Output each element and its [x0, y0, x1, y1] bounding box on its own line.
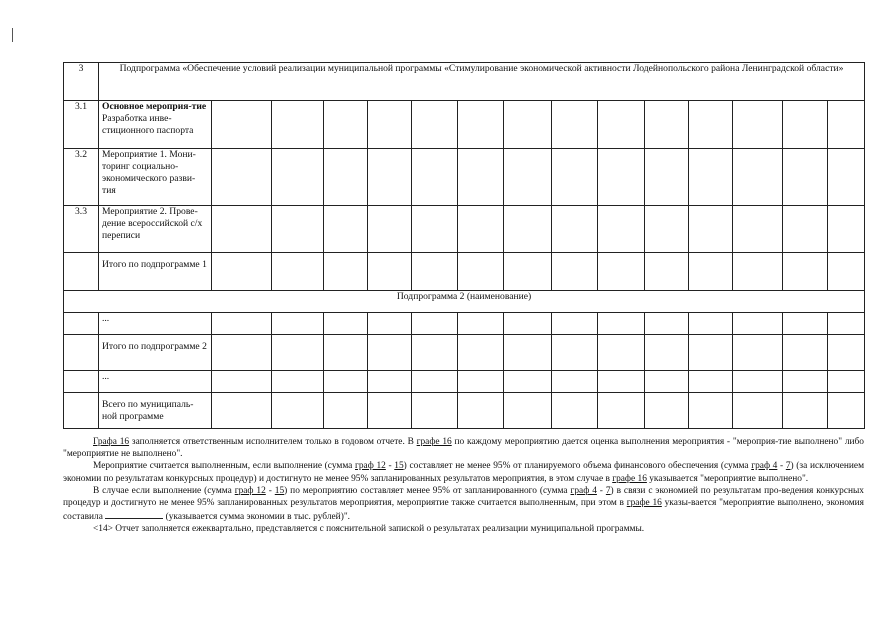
note-text: ) составляет не менее 95% от планируемого объема финансового обеспечения (сумма [403, 461, 752, 472]
note-text: по каждому мероприятию дается оценка выполнения мероприятия - "мероприя-тие выполнено" либо "мероприятие не выполнено". [63, 437, 864, 460]
link-column-15[interactable]: 15 [394, 461, 404, 472]
empty-cell [368, 393, 412, 429]
empty-cell [828, 253, 865, 291]
empty-cell [598, 371, 645, 393]
empty-cell [504, 253, 552, 291]
table-row [64, 371, 865, 393]
empty-cell [689, 335, 733, 371]
row-number: 3.2 [64, 149, 99, 206]
table-row [64, 313, 865, 335]
empty-cell [324, 101, 368, 149]
empty-cell [783, 335, 828, 371]
note-text: заполняется ответственным исполнителем только в годовом отчете. В [129, 437, 417, 447]
empty-cell [324, 393, 368, 429]
empty-cell [645, 335, 689, 371]
empty-cell [412, 371, 458, 393]
link-column-16[interactable]: графе 16 [626, 498, 662, 509]
note-text: В случае если выполнение (сумма [93, 485, 235, 496]
savings-blank [105, 509, 163, 519]
empty-cell [645, 253, 689, 291]
empty-cell [689, 313, 733, 335]
empty-cell [783, 313, 828, 335]
empty-cell [458, 393, 504, 429]
empty-cell [458, 371, 504, 393]
row-number: 3.1 [64, 101, 99, 149]
note-text: - [265, 485, 275, 496]
link-column-15[interactable]: 15 [274, 485, 285, 496]
empty-cell [458, 149, 504, 206]
empty-cell [598, 335, 645, 371]
empty-cell [412, 313, 458, 335]
note-text: - [596, 485, 606, 496]
link-column-4[interactable]: граф 4 [751, 461, 778, 472]
subprogram-2-title: Подпрограмма 2 (наименование) [64, 291, 865, 313]
empty-cell [689, 371, 733, 393]
empty-cell [733, 206, 783, 253]
empty-cell [212, 149, 272, 206]
empty-cell [458, 101, 504, 149]
empty-cell [552, 101, 598, 149]
row-number [64, 371, 99, 393]
empty-cell [324, 149, 368, 206]
note-text: ) по мероприятию составляет менее 95% от запланированного (сумма [284, 485, 571, 496]
empty-cell [828, 335, 865, 371]
empty-cell [272, 371, 324, 393]
empty-cell [783, 101, 828, 149]
empty-cell [272, 313, 324, 335]
empty-cell [828, 101, 865, 149]
empty-cell [598, 149, 645, 206]
empty-cell [368, 253, 412, 291]
note-text: (указывается сумма экономии в тыс. рублей)". [163, 512, 350, 523]
empty-cell [212, 253, 272, 291]
empty-cell [212, 335, 272, 371]
note-text: ) (за исключением экономии по результатам конкурсных процедур) и достигнуто не менее 95% запланированных результатов мероприятия, в этом случае в [63, 461, 865, 484]
note-quarterly-report: <14> Отчет заполняется ежеквартально, представляется с пояснительной запиской о результатах реализации муниципальной программы. [93, 524, 645, 535]
report-table [63, 62, 865, 429]
row-number [64, 335, 99, 371]
empty-cell [783, 253, 828, 291]
link-column-16[interactable]: Графа 16 [93, 437, 130, 447]
empty-cell [412, 393, 458, 429]
note-savings-case [63, 485, 864, 524]
row-number: 3.3 [64, 206, 99, 253]
row-name-rest: Разработка инве-стиционного паспорта [102, 113, 194, 136]
empty-cell [412, 101, 458, 149]
empty-cell [598, 101, 645, 149]
empty-cell [324, 313, 368, 335]
link-column-16[interactable]: графе 16 [612, 473, 647, 484]
table-row [64, 63, 865, 101]
empty-cell [272, 206, 324, 253]
row-name-bold: Основное мероприя-тие [102, 101, 207, 112]
empty-cell [689, 149, 733, 206]
empty-cell [504, 313, 552, 335]
empty-cell [783, 371, 828, 393]
note-text: указывается "мероприятие выполнено". [646, 473, 809, 484]
empty-cell [689, 101, 733, 149]
empty-cell [324, 206, 368, 253]
link-column-12[interactable]: граф 12 [234, 485, 266, 496]
empty-cell [368, 101, 412, 149]
empty-cell [412, 335, 458, 371]
row-name: Итого по подпрограмме 1 [99, 253, 212, 291]
note-text: указы-вается "мероприятие выполнено, экономия составила [63, 498, 864, 523]
empty-cell [368, 313, 412, 335]
empty-cell [458, 206, 504, 253]
row-name: Мероприятие 1. Мони-торинг социально-экономического разви-тия [99, 149, 212, 206]
row-name: ... [99, 313, 212, 335]
empty-cell [368, 335, 412, 371]
subprogram-title: Подпрограмма «Обеспечение условий реализации муниципальной программы «Стимулирование экономической активности Лодейнопольского района Ленинградской области» [99, 63, 865, 101]
empty-cell [645, 313, 689, 335]
empty-cell [212, 313, 272, 335]
empty-cell [733, 371, 783, 393]
note-text: - [385, 461, 395, 472]
link-column-4[interactable]: граф 4 [570, 485, 597, 496]
table-row [64, 291, 865, 313]
empty-cell [324, 371, 368, 393]
empty-cell [689, 206, 733, 253]
empty-cell [212, 371, 272, 393]
empty-cell [272, 393, 324, 429]
table-row [64, 335, 865, 371]
empty-cell [368, 149, 412, 206]
note-text: - [777, 461, 786, 472]
empty-cell [458, 313, 504, 335]
empty-cell [783, 393, 828, 429]
empty-cell [368, 206, 412, 253]
link-column-7[interactable]: 7 [785, 461, 791, 472]
empty-cell [689, 253, 733, 291]
empty-cell [458, 253, 504, 291]
empty-cell [552, 206, 598, 253]
empty-cell [412, 253, 458, 291]
empty-cell [645, 393, 689, 429]
table-row [64, 253, 865, 291]
empty-cell [504, 101, 552, 149]
empty-cell [828, 371, 865, 393]
empty-cell [733, 101, 783, 149]
row-name [99, 101, 212, 149]
empty-cell [272, 101, 324, 149]
empty-cell [212, 206, 272, 253]
empty-cell [598, 206, 645, 253]
empty-cell [828, 149, 865, 206]
link-column-12[interactable]: граф 12 [355, 461, 386, 472]
empty-cell [598, 393, 645, 429]
scan-artifact-line [12, 28, 13, 42]
empty-cell [733, 393, 783, 429]
empty-cell [552, 393, 598, 429]
empty-cell [828, 393, 865, 429]
empty-cell [212, 393, 272, 429]
empty-cell [412, 149, 458, 206]
empty-cell [552, 149, 598, 206]
row-name: Мероприятие 2. Прове-дение всероссийской с/х переписи [99, 206, 212, 253]
empty-cell [504, 371, 552, 393]
link-column-16[interactable]: графе 16 [416, 437, 452, 447]
empty-cell [504, 393, 552, 429]
empty-cell [458, 335, 504, 371]
empty-cell [324, 335, 368, 371]
empty-cell [272, 335, 324, 371]
row-number [64, 313, 99, 335]
row-name: Итого по подпрограмме 2 [99, 335, 212, 371]
empty-cell [733, 335, 783, 371]
empty-cell [733, 313, 783, 335]
link-column-7[interactable]: 7 [605, 485, 611, 496]
table-row [64, 393, 865, 429]
empty-cell [645, 149, 689, 206]
note-completed-criteria [63, 460, 864, 484]
empty-cell [689, 393, 733, 429]
row-number [64, 393, 99, 429]
row-name: ... [99, 371, 212, 393]
table-row [64, 101, 865, 149]
note-text: Мероприятие считается выполненным, если выполнение (сумма [93, 461, 356, 472]
row-number [64, 253, 99, 291]
note-text: ) в связи с экономией по результатам про-ведения конкурсных процедур и достигнуто не менее 95% запланированных результатов мероприятия, мероприятие также считается выполненным, при этом в [63, 485, 864, 509]
empty-cell [828, 313, 865, 335]
empty-cell [733, 149, 783, 206]
empty-cell [783, 206, 828, 253]
row-name: Всего по муниципаль-ной программе [99, 393, 212, 429]
table-row [64, 149, 865, 206]
empty-cell [552, 313, 598, 335]
empty-cell [645, 101, 689, 149]
empty-cell [272, 149, 324, 206]
empty-cell [733, 253, 783, 291]
empty-cell [783, 149, 828, 206]
empty-cell [324, 253, 368, 291]
empty-cell [645, 371, 689, 393]
empty-cell [552, 253, 598, 291]
table-row [64, 206, 865, 253]
empty-cell [212, 101, 272, 149]
note-column16 [63, 436, 864, 460]
empty-cell [552, 335, 598, 371]
empty-cell [645, 206, 689, 253]
empty-cell [504, 335, 552, 371]
empty-cell [368, 371, 412, 393]
empty-cell [552, 371, 598, 393]
row-number: 3 [64, 63, 99, 101]
footnotes [63, 436, 864, 536]
empty-cell [828, 206, 865, 253]
empty-cell [598, 253, 645, 291]
empty-cell [272, 253, 324, 291]
empty-cell [412, 206, 458, 253]
empty-cell [598, 313, 645, 335]
empty-cell [504, 206, 552, 253]
empty-cell [504, 149, 552, 206]
